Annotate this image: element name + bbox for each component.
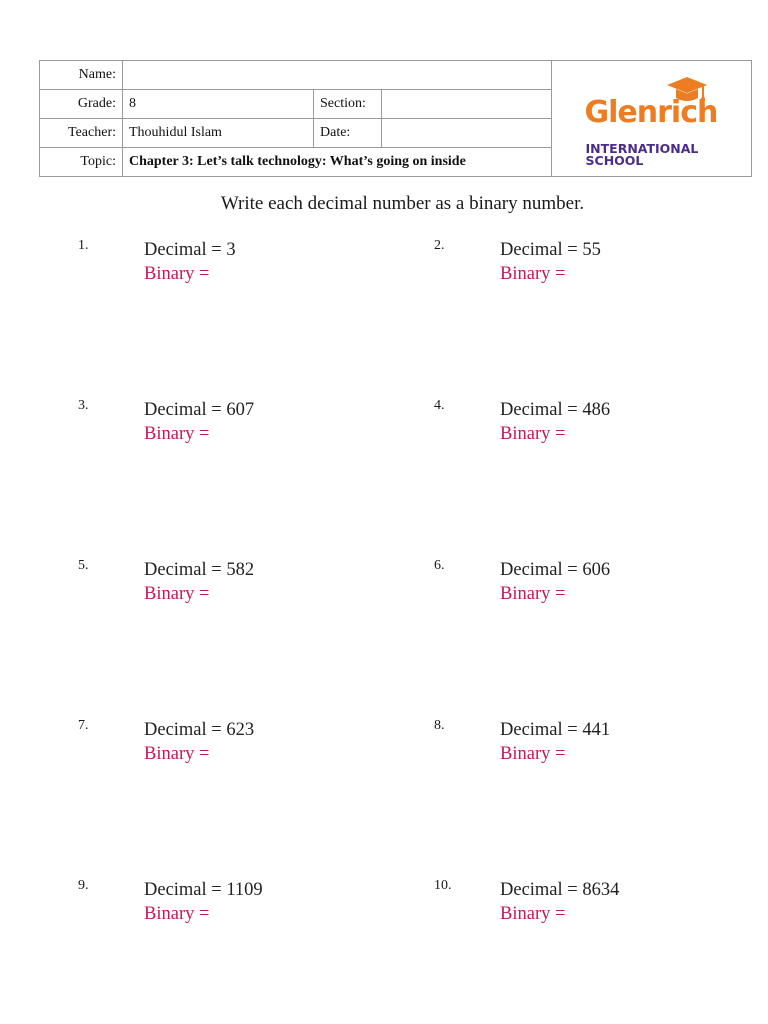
decimal-expression: Decimal = 607: [144, 400, 255, 420]
problem-number: 10.: [434, 878, 452, 893]
problem-item: [78, 238, 398, 298]
binary-answer-prompt[interactable]: Binary =: [500, 424, 566, 444]
worksheet-instruction: Write each decimal number as a binary number.: [220, 193, 585, 214]
binary-answer-prompt[interactable]: Binary =: [144, 424, 210, 444]
problem-number: 8.: [434, 718, 445, 733]
problem-item: [434, 238, 754, 298]
decimal-expression: Decimal = 441: [500, 720, 611, 740]
problem-item: [434, 718, 754, 778]
grade-label: Grade:: [40, 90, 123, 119]
binary-answer-prompt[interactable]: Binary =: [144, 904, 210, 924]
topic-value: Chapter 3: Let’s talk technology: What’s going on inside: [123, 148, 552, 177]
binary-answer-prompt[interactable]: Binary =: [144, 264, 210, 284]
decimal-expression: Decimal = 606: [500, 560, 611, 580]
binary-answer-prompt[interactable]: Binary =: [500, 264, 566, 284]
problem-number: 3.: [78, 398, 89, 413]
problem-item: [434, 398, 754, 458]
decimal-expression: Decimal = 486: [500, 400, 611, 420]
logo-subtitle-line2: SCHOOL: [585, 153, 644, 168]
binary-answer-prompt[interactable]: Binary =: [500, 584, 566, 604]
problem-number: 1.: [78, 238, 89, 253]
name-label: Name:: [40, 61, 123, 90]
section-label: Section:: [314, 90, 382, 119]
logo-subtitle-line1: INTERNATIONAL: [585, 141, 699, 156]
teacher-field[interactable]: Thouhidul Islam: [123, 119, 314, 148]
problem-number: 5.: [78, 558, 89, 573]
date-label: Date:: [314, 119, 382, 148]
problem-number: 7.: [78, 718, 89, 733]
decimal-expression: Decimal = 8634: [500, 880, 620, 900]
decimal-expression: Decimal = 3: [144, 240, 236, 260]
binary-answer-prompt[interactable]: Binary =: [144, 584, 210, 604]
topic-label: Topic:: [40, 148, 123, 177]
decimal-expression: Decimal = 55: [500, 240, 601, 260]
problem-item: [78, 718, 398, 778]
binary-answer-prompt[interactable]: Binary =: [144, 744, 210, 764]
problem-item: [434, 878, 754, 938]
logo-brand-text: Glenrich: [584, 95, 718, 130]
problem-item: [434, 558, 754, 618]
decimal-expression: Decimal = 582: [144, 560, 255, 580]
problem-number: 6.: [434, 558, 445, 573]
problem-number: 4.: [434, 398, 445, 413]
problem-item: [78, 398, 398, 458]
decimal-expression: Decimal = 623: [144, 720, 255, 740]
teacher-label: Teacher:: [40, 119, 123, 148]
decimal-expression: Decimal = 1109: [144, 880, 263, 900]
problem-item: [78, 558, 398, 618]
problem-item: [78, 878, 398, 938]
binary-answer-prompt[interactable]: Binary =: [500, 904, 566, 924]
grade-field[interactable]: 8: [123, 90, 314, 119]
problem-number: 2.: [434, 238, 445, 253]
problem-number: 9.: [78, 878, 89, 893]
binary-answer-prompt[interactable]: Binary =: [500, 744, 566, 764]
